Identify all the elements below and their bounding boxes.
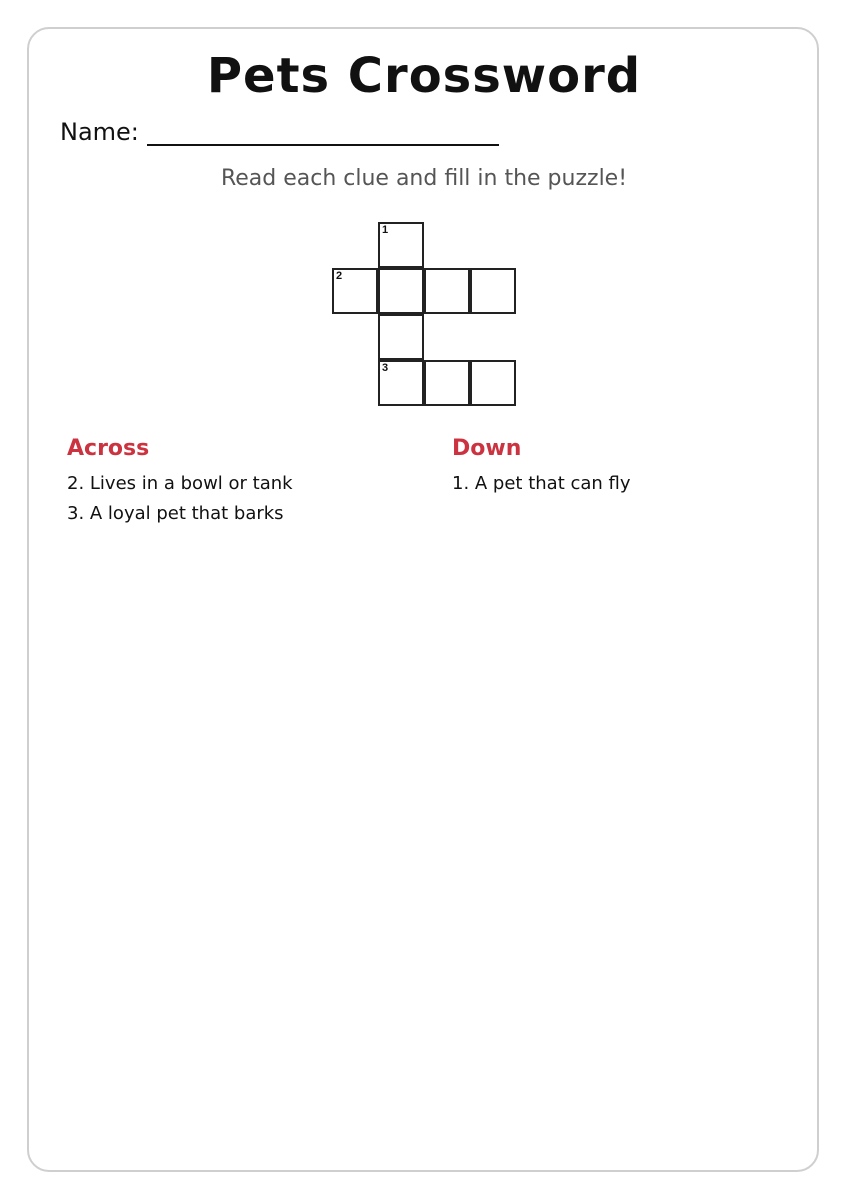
- crossword-cell[interactable]: [378, 268, 424, 314]
- instructions: Read each clue and fill in the puzzle!: [220, 166, 628, 191]
- crossword-grid: [0, 0, 848, 420]
- across-clue: 2. Lives in a bowl or tank: [67, 473, 293, 494]
- clue-number: 3: [382, 362, 389, 374]
- down-clue: 1. A pet that can fly: [452, 473, 631, 494]
- crossword-cell[interactable]: [470, 360, 516, 406]
- crossword-cell[interactable]: [378, 360, 424, 406]
- down-heading: Down: [452, 436, 522, 461]
- clue-number: 1: [382, 224, 389, 236]
- crossword-cell[interactable]: [378, 314, 424, 360]
- name-label: Name:: [60, 118, 139, 146]
- crossword-cell[interactable]: [378, 222, 424, 268]
- clue-number: 2: [336, 270, 343, 282]
- crossword-cell[interactable]: [470, 268, 516, 314]
- crossword-cell[interactable]: [424, 268, 470, 314]
- crossword-cell[interactable]: [424, 360, 470, 406]
- page-title: Pets Crossword: [206, 48, 642, 104]
- across-clue: 3. A loyal pet that barks: [67, 503, 284, 524]
- crossword-cell[interactable]: [332, 268, 378, 314]
- across-heading: Across: [67, 436, 150, 461]
